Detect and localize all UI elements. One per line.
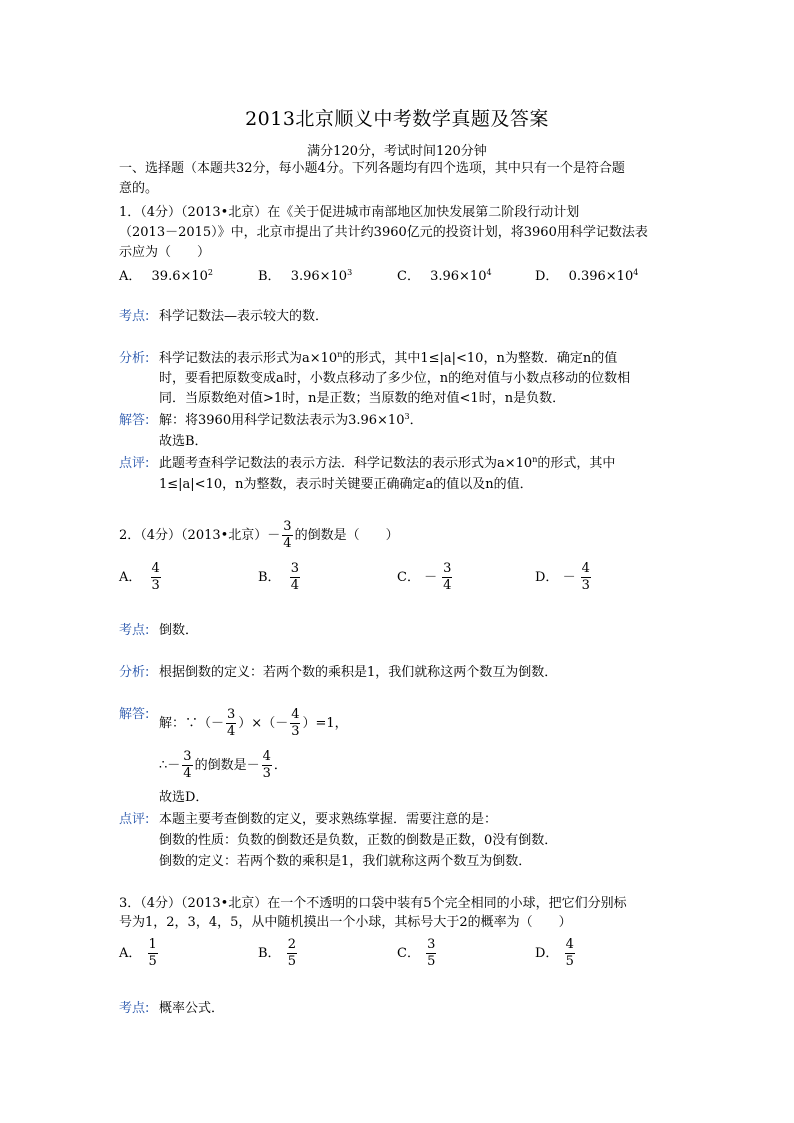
text-part: ）×（－ xyxy=(238,716,289,731)
denominator: 3 xyxy=(151,578,160,593)
fraction xyxy=(290,708,300,739)
q2-stem xyxy=(119,520,399,551)
option-letter: B． xyxy=(258,946,281,961)
q2-kaodian-label: 考点: xyxy=(119,623,150,638)
q2-dianping-label: 点评: xyxy=(119,812,150,827)
q1-fenxi-line1 xyxy=(159,350,617,368)
text-part: 2．（4分）（2013•北京）－ xyxy=(119,528,281,543)
text-part: ． xyxy=(273,758,287,773)
q1-jieda-line2: 故选B． xyxy=(159,434,208,449)
option-letter: A． xyxy=(119,269,142,284)
numerator: 3 xyxy=(283,519,292,534)
option-letter: C． xyxy=(397,946,420,961)
section-intro-line1: 一、选择题（本题共32分，每小题4分。下列各题均有四个选项，其中只有一个是符合题 xyxy=(119,161,625,176)
fraction xyxy=(426,938,436,969)
q1-fenxi-label: 分析: xyxy=(119,351,150,366)
fraction xyxy=(262,750,272,781)
option-letter: A． xyxy=(119,946,142,961)
exponent: n xyxy=(337,350,343,359)
q3-option-d xyxy=(535,938,577,969)
q2-fenxi-label: 分析: xyxy=(119,665,150,680)
denominator: 3 xyxy=(581,578,590,593)
q2-dianping-line3: 倒数的定义：若两个数的乘积是1，我们就称这两个数互为倒数． xyxy=(159,854,532,869)
option-exponent: 4 xyxy=(633,268,639,277)
numerator: 1 xyxy=(148,937,157,952)
option-value: 0.396×10 xyxy=(568,269,634,284)
q1-option-c xyxy=(397,268,492,286)
fraction xyxy=(182,750,192,781)
q1-jieda-label: 解答: xyxy=(119,413,150,428)
denominator: 5 xyxy=(287,954,296,969)
numerator: 3 xyxy=(427,937,436,952)
q3-kaodian-text: 概率公式． xyxy=(159,1001,225,1016)
option-exponent: 2 xyxy=(207,268,214,277)
q1-kaodian-label: 考点: xyxy=(119,309,150,324)
fraction xyxy=(282,520,292,551)
denominator: 5 xyxy=(148,954,157,969)
option-value: 3.96×10 xyxy=(290,269,348,284)
q1-dianping-line1 xyxy=(159,455,615,473)
q3-option-c xyxy=(397,938,438,969)
numerator: 4 xyxy=(565,937,574,952)
text-part: 科学记数法的表示形式为a×10 xyxy=(159,351,338,366)
fraction xyxy=(290,562,300,593)
q1-dianping-label: 点评: xyxy=(119,456,150,471)
text-part: ）=1， xyxy=(302,716,348,731)
text-part: 的形式，其中1≤|a|<10，n为整数．确定n的值 xyxy=(342,351,618,366)
q1-dianping-line2: 1≤|a|<10，n为整数，表示时关键要正确确定a的值以及n的值． xyxy=(159,477,533,492)
q2-option-d xyxy=(535,562,593,593)
q1-jieda-line1 xyxy=(159,412,423,430)
denominator: 5 xyxy=(565,954,574,969)
numerator: 4 xyxy=(151,561,160,576)
exponent: 3 xyxy=(404,412,410,421)
q1-fenxi-line2: 时，要看把原数变成a时，小数点移动了多少位，n的绝对值与小数点移动的位数相 xyxy=(159,371,631,386)
option-letter: D． xyxy=(535,269,559,284)
option-exponent: 4 xyxy=(486,268,492,277)
fraction xyxy=(226,708,236,739)
q2-fenxi-text: 根据倒数的定义：若两个数的乘积是1，我们就称这两个数互为倒数． xyxy=(159,665,558,680)
option-sign: － xyxy=(424,570,438,585)
text-part: 解：将3960用科学记数法表示为3.96×10 xyxy=(159,413,405,428)
q2-option-a xyxy=(119,562,163,593)
numerator: 2 xyxy=(287,937,296,952)
numerator: 3 xyxy=(443,561,452,576)
q1-stem-line3: 示应为（ ） xyxy=(119,245,211,260)
denominator: 3 xyxy=(262,766,271,781)
numerator: 3 xyxy=(290,561,299,576)
text-part: 的倒数是－ xyxy=(194,758,260,773)
numerator: 4 xyxy=(581,561,590,576)
section-intro-line2: 意的。 xyxy=(119,181,159,196)
denominator: 4 xyxy=(227,724,236,739)
fraction xyxy=(581,562,591,593)
option-letter: D． xyxy=(535,946,559,961)
fraction xyxy=(287,938,297,969)
exam-info: 满分120分，考试时间120分钟 xyxy=(307,144,487,159)
numerator: 4 xyxy=(262,749,271,764)
q2-kaodian-text: 倒数． xyxy=(159,623,199,638)
numerator: 3 xyxy=(227,707,236,722)
q2-solution-line2 xyxy=(159,750,287,781)
option-letter: A． xyxy=(119,570,142,585)
numerator: 4 xyxy=(291,707,300,722)
text-part: 的形式，其中 xyxy=(537,456,616,471)
denominator: 4 xyxy=(443,578,452,593)
denominator: 4 xyxy=(283,536,292,551)
denominator: 4 xyxy=(183,766,192,781)
q1-option-d xyxy=(535,268,638,286)
text-part: ． xyxy=(409,413,423,428)
q3-stem-line1: 3．（4分）（2013•北京）在一个不透明的口袋中装有5个完全相同的小球，把它们分别标 xyxy=(119,896,627,911)
q2-jieda-label: 解答: xyxy=(119,707,150,722)
option-exponent: 3 xyxy=(347,268,353,277)
denominator: 5 xyxy=(427,954,436,969)
q2-solution-line1 xyxy=(159,708,348,739)
q1-option-b xyxy=(258,268,352,286)
q1-stem-line2: （2013－2015）》中，北京市提出了共计约3960亿元的投资计划，将3960用科学记数法表 xyxy=(119,225,648,240)
exponent: n xyxy=(532,455,538,464)
q2-option-c xyxy=(397,562,454,593)
fraction xyxy=(151,562,161,593)
q3-option-a xyxy=(119,938,160,969)
text-part: 解：∵（－ xyxy=(159,716,225,731)
fraction xyxy=(565,938,575,969)
q3-option-b xyxy=(258,938,299,969)
q1-kaodian-text: 科学记数法—表示较大的数． xyxy=(159,309,329,324)
option-letter: D． xyxy=(535,570,559,585)
q2-solution-line3: 故选D． xyxy=(159,790,209,805)
q3-stem-line2: 号为1，2，3，4，5，从中随机摸出一个小球，其标号大于2的概率为（ ） xyxy=(119,915,572,930)
option-sign: － xyxy=(562,570,576,585)
option-letter: C． xyxy=(397,570,420,585)
option-letter: C． xyxy=(397,269,420,284)
denominator: 4 xyxy=(290,578,299,593)
q2-option-b xyxy=(258,562,302,593)
option-letter: B． xyxy=(258,570,281,585)
denominator: 3 xyxy=(291,724,300,739)
q1-stem-line1: 1．（4分）（2013•北京）在《关于促进城市南部地区加快发展第二阶段行动计划 xyxy=(119,205,580,220)
page-title: 2013北京顺义中考数学真题及答案 xyxy=(245,108,549,130)
option-value: 39.6×10 xyxy=(151,269,208,284)
text-part: 此题考查科学记数法的表示方法．科学记数法的表示形式为a×10 xyxy=(159,456,533,471)
text-part: 的倒数是（ ） xyxy=(294,528,399,543)
q1-fenxi-line3: 同．当原数绝对值>1时，n是正数；当原数的绝对值<1时，n是负数． xyxy=(159,391,566,406)
option-letter: B． xyxy=(258,269,281,284)
q1-option-a xyxy=(119,268,213,286)
option-value: 3.96×10 xyxy=(430,269,487,284)
numerator: 3 xyxy=(183,749,192,764)
fraction xyxy=(442,562,452,593)
q2-dianping-line1: 本题主要考查倒数的定义，要求熟练掌握．需要注意的是： xyxy=(159,812,498,827)
text-part: ∴－ xyxy=(159,758,181,773)
q3-kaodian-label: 考点: xyxy=(119,1001,150,1016)
fraction xyxy=(148,938,158,969)
q2-dianping-line2: 倒数的性质：负数的倒数还是负数，正数的倒数是正数，0没有倒数． xyxy=(159,833,558,848)
